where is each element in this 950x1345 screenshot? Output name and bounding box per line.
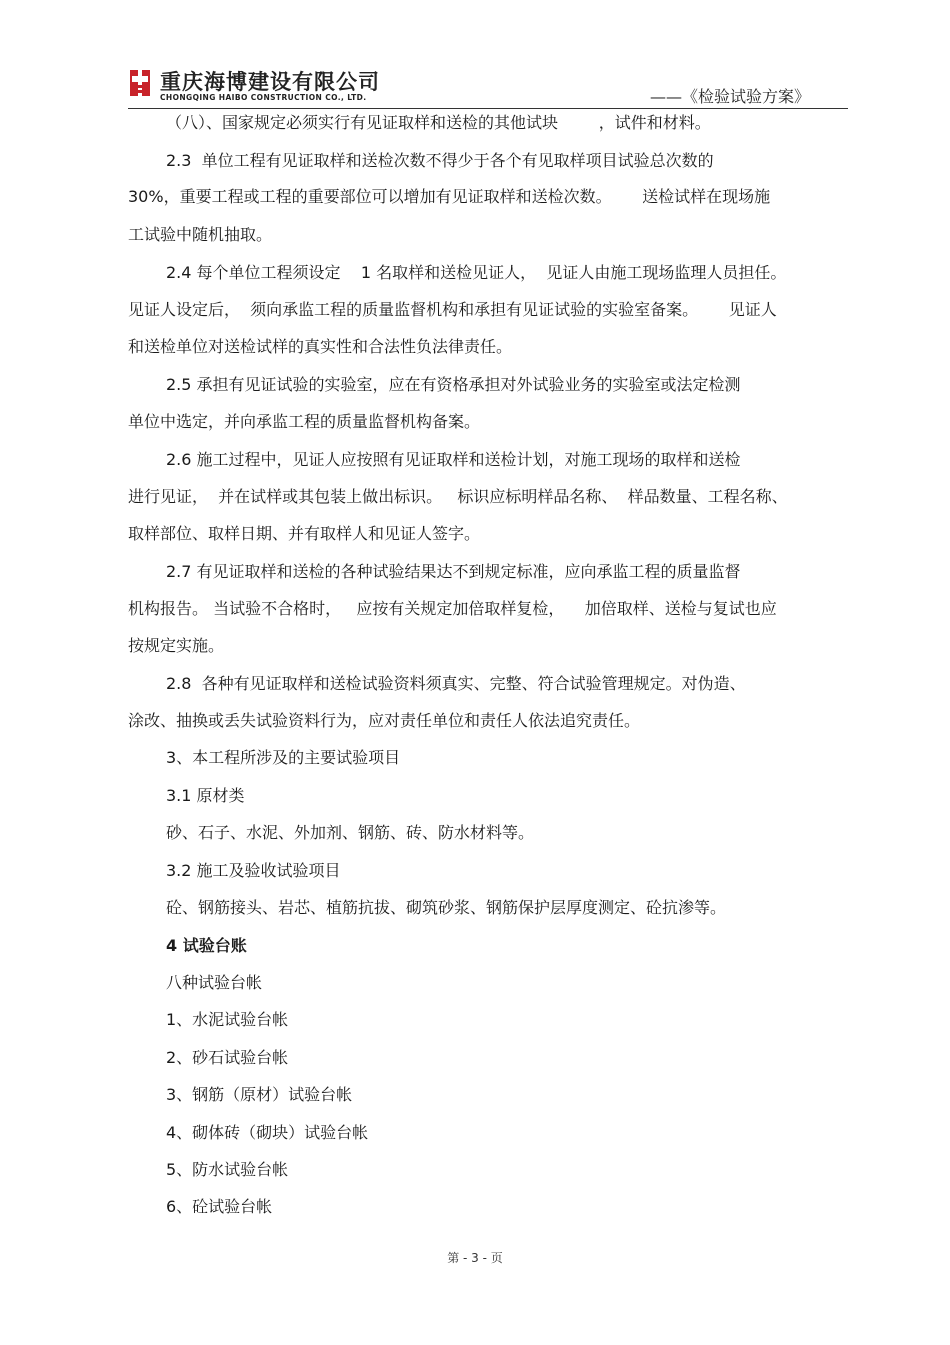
body-line: 工试验中随机抽取。: [128, 225, 273, 244]
body-line: 2.5 承担有见证试验的实验室，应在有资格承担对外试验业务的实验室或法定检测: [166, 375, 741, 394]
body-line: 2.3 单位工程有见证取样和送检次数不得少于各个有见取样项目试验总次数的: [166, 151, 714, 170]
list-item: 4、砌体砖（砌块）试验台帐: [166, 1123, 369, 1142]
subsection-heading: 3.1 原材类: [166, 786, 245, 805]
body-line: 机构报告。 当试验不合格时， 应按有关规定加倍取样复检， 加倍取样、送检与复试也应: [128, 599, 777, 618]
body-line: （八）、国家规定必须实行有见证取样和送检的其他试块 ，试件和材料。: [166, 113, 711, 132]
body-line: 单位中选定，并向承监工程的质量监督机构备案。: [128, 412, 481, 431]
list-item: 2、砂石试验台帐: [166, 1048, 289, 1067]
body-line: 2.7 有见证取样和送检的各种试验结果达不到规定标准，应向承监工程的质量监督: [166, 562, 741, 581]
body-line: 进行见证， 并在试样或其包装上做出标识。 标识应标明样品名称、 样品数量、工程名称、: [128, 487, 788, 506]
company-name-en: CHONGQING HAIBO CONSTRUCTION CO., LTD.: [160, 93, 367, 102]
body-line: 按规定实施。: [128, 636, 225, 655]
section-heading: 4 试验台账: [166, 936, 247, 955]
body-line: 砂、石子、水泥、外加剂、钢筋、砖、防水材料等。: [166, 823, 535, 842]
body-line: 八种试验台帐: [166, 973, 263, 992]
body-line: 2.8 各种有见证取样和送检试验资料须真实、完整、符合试验管理规定。对伪造、: [166, 674, 746, 693]
page-number: 第 - 3 - 页: [447, 1251, 503, 1265]
list-item: 3、钢筋（原材）试验台帐: [166, 1085, 353, 1104]
body-line: 和送检单位对送检试样的真实性和合法性负法律责任。: [128, 337, 513, 356]
body-line: 2.6 施工过程中，见证人应按照有见证取样和送检计划，对施工现场的取样和送检: [166, 450, 741, 469]
body-line: 见证人设定后， 须向承监工程的质量监督机构和承担有见证试验的实验室备案。 见证人: [128, 300, 777, 319]
body-line: 涂改、抽换或丢失试验资料行为，应对责任单位和责任人依法追究责任。: [128, 711, 641, 730]
subsection-heading: 3.2 施工及验收试验项目: [166, 861, 341, 880]
body-line: 30%，重要工程或工程的重要部位可以增加有见证取样和送检次数。 送检试样在现场施: [128, 187, 771, 206]
company-name: 重庆海博建设有限公司: [160, 70, 380, 94]
list-item: 5、防水试验台帐: [166, 1160, 289, 1179]
body-line: 砼、钢筋接头、岩芯、植筋抗拔、砌筑砂浆、钢筋保护层厚度测定、砼抗渗等。: [166, 898, 727, 917]
haibo-logo-icon: [128, 68, 152, 98]
body-line: 2.4 每个单位工程须设定 1 名取样和送检见证人， 见证人由施工现场监理人员担任。: [166, 263, 787, 282]
page-header: [0, 0, 950, 112]
list-item: 1、水泥试验台帐: [166, 1010, 289, 1029]
body-line: 取样部位、取样日期、并有取样人和见证人签字。: [128, 524, 481, 543]
section-heading: 3、本工程所涉及的主要试验项目: [166, 748, 401, 767]
document-title: ——《检验试验方案》: [650, 87, 811, 106]
list-item: 6、砼试验台帐: [166, 1197, 273, 1216]
header-divider: [128, 108, 848, 109]
